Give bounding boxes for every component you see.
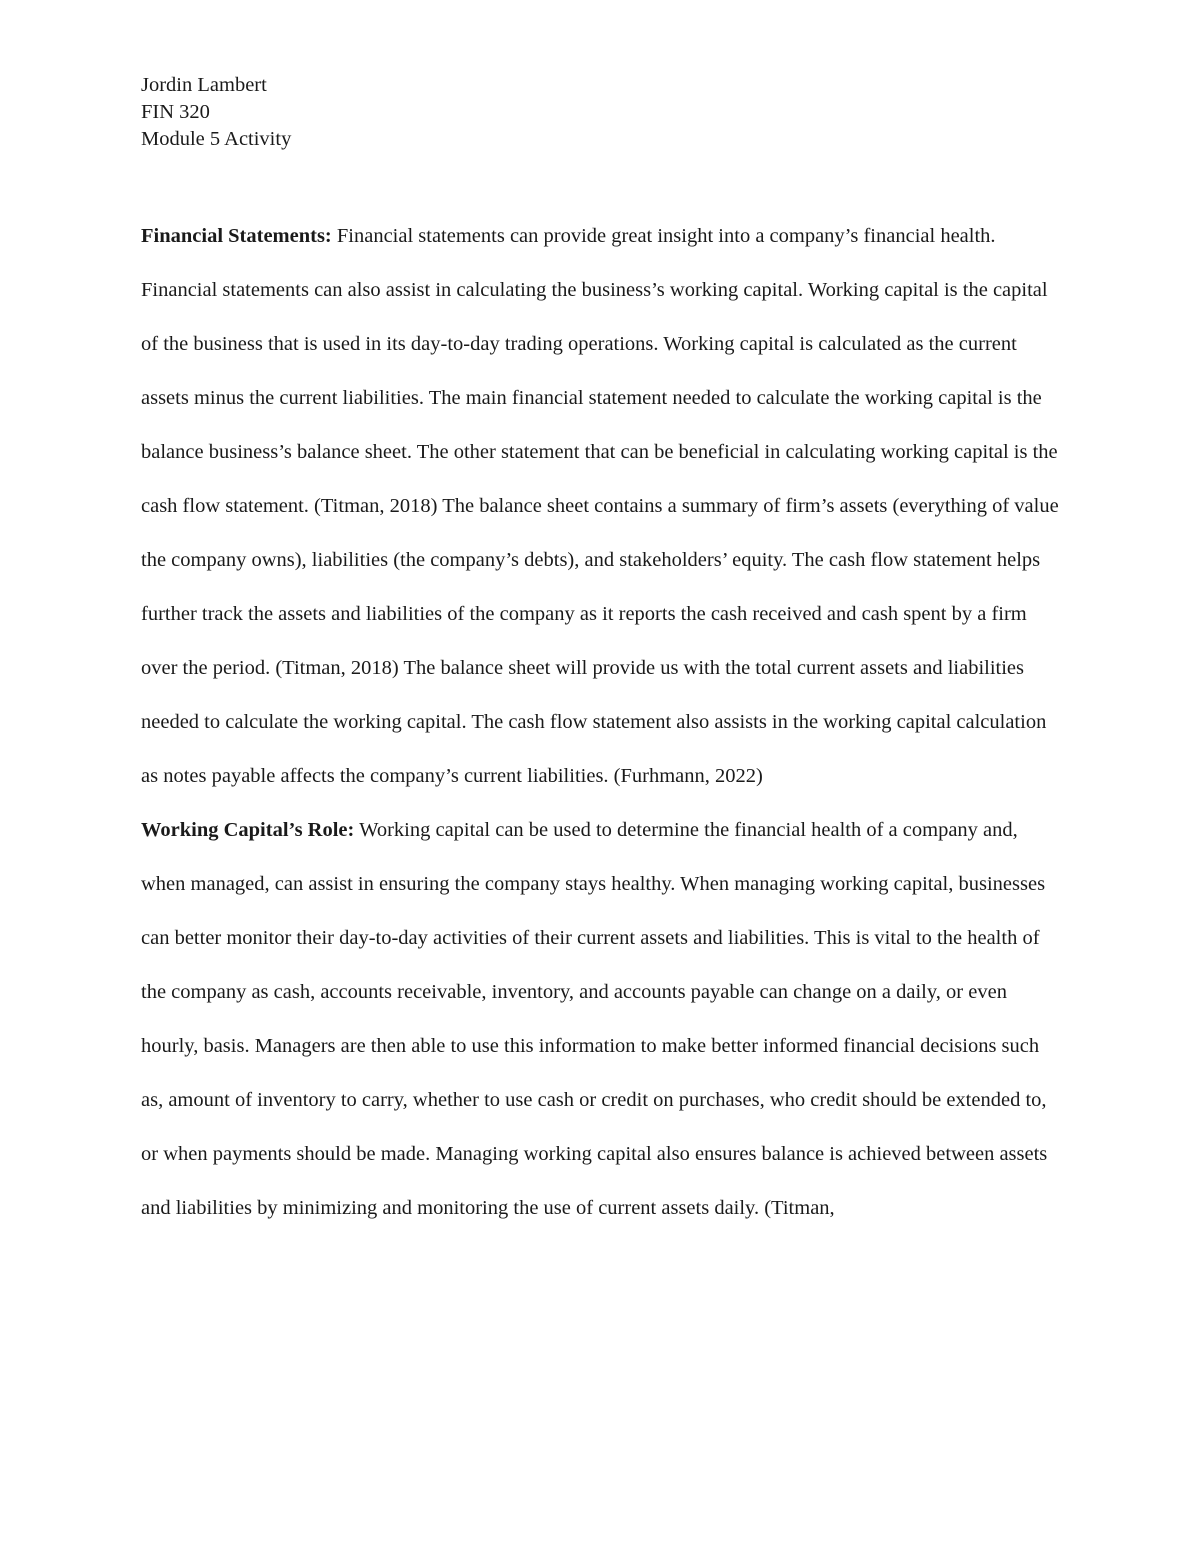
section-text: Working capital can be used to determine the financial health of a company and, when managed, can assist in ensuring the company stays healthy. When managing working capital, businesses can better monitor their day-to-day activities of their current assets and liabilities. This is vital to the health of the company as cash, accounts receivable, inventory, and accounts payable can change on a daily, or even hourly, basis. Managers are then able to use this information to make better informed financial decisions such as, amount of inventory to carry, whether to use cash or credit on purchases, who credit should be extended to, or when payments should be made. Managing working capital also ensures balance is achieved between assets and liabilities by minimizing and monitoring the use of current assets daily. (Titman,	[141, 819, 1048, 1219]
section-text: Financial statements can provide great insight into a company’s financial health. Financial statements can also assist in calculating the business’s working capital. Working capital is the capital of the business that is used in its day-to-day trading operations. Working capital is calculated as the current assets minus the current liabilities. The main financial statement needed to calculate the working capital is the balance business’s balance sheet. The other statement that can be beneficial in calculating working capital is the cash flow statement. (Titman, 2018) The balance sheet contains a summary of firm’s assets (everything of value the company owns), liabilities (the company’s debts), and stakeholders’ equity. The cash flow statement helps further track the assets and liabilities of the company as it reports the cash received and cash spent by a firm over the period. (Titman, 2018) The balance sheet will provide us with the total current assets and liabilities needed to calculate the working capital. The cash flow statement also assists in the working capital calculation as notes payable affects the company’s current liabilities. (Furhmann, 2022)	[141, 225, 1059, 787]
author-name: Jordin Lambert	[141, 74, 267, 96]
section-heading: Working Capital’s Role:	[141, 819, 355, 841]
document-header	[141, 72, 1061, 153]
assignment-title: Module 5 Activity	[141, 128, 292, 150]
document-body	[141, 72, 1061, 1235]
section-financial-statements	[141, 209, 1061, 803]
section-working-capital-role	[141, 803, 1061, 1235]
section-heading: Financial Statements:	[141, 225, 332, 247]
course-code: FIN 320	[141, 101, 210, 123]
